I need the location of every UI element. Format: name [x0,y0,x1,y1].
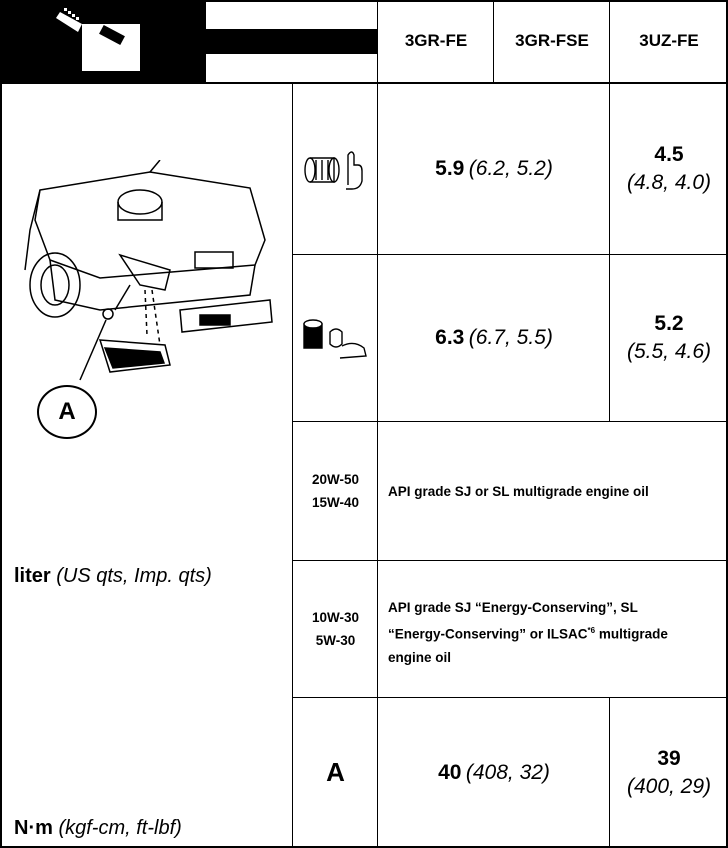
oil-grade-desc-2-line3: engine oil [388,649,452,665]
capacity-unit [14,565,294,588]
col-header-3uz-fe: 3UZ-FE [639,31,699,50]
col-header-3gr-fe: 3GR-FE [404,31,468,50]
uz-col-divider-top [609,84,610,422]
row-line-4 [292,697,728,698]
torque-label: A [326,757,345,787]
drain-uz-paren: (4.8, 4.0) [626,171,712,194]
viscosity-group-1 [293,422,378,560]
filter-gr-value [378,256,610,420]
torque-unit [14,817,294,840]
drain-gr-value [378,84,610,254]
row-line-1 [292,254,728,255]
torque-gr-value [378,699,610,846]
filter-gr-paren: (6.7, 5.5) [468,326,553,349]
drain-uz-main: 4.5 [654,143,684,166]
viscosity-20w50: 20W-50 [312,472,359,487]
header-divider-2 [493,0,494,84]
illustration-label: A [58,398,76,425]
torque-uz-value [610,699,728,846]
header-divider-1 [377,0,378,84]
left-col-divider [292,84,293,848]
torque-unit-main: N·m [14,817,53,839]
filter-gr-main: 6.3 [435,326,465,349]
filter-uz-value [610,256,728,420]
illustration-label-circle [37,385,97,439]
filter-uz-paren: (5.5, 4.6) [626,340,712,363]
viscosity-group-2 [293,562,378,696]
torque-uz-main: 39 [657,746,681,770]
oil-grade-desc-2 [388,596,724,669]
viscosity-10w30: 10W-30 [312,610,359,625]
row-line-2 [292,421,728,422]
filter-not-replaced-icon [300,145,372,195]
oil-grade-desc-1: API grade SJ or SL multigrade engine oil [388,484,649,499]
drain-gr-paren: (6.2, 5.2) [468,157,553,180]
icon-col-divider [377,84,378,848]
footnote-6: *6 [587,626,596,635]
oil-grade-desc-2-line1: API grade SJ “Energy-Conserving”, SL [388,600,638,615]
viscosity-15w40: 15W-40 [312,495,359,510]
torque-unit-alt: (kgf-cm, ft-lbf) [58,817,182,839]
capacity-unit-main: liter [14,565,51,587]
drain-gr-main: 5.9 [435,157,465,180]
filter-replaced-icon [300,318,372,362]
header-bottom-line [0,82,728,84]
col-header-3gr-fse: 3GR-FSE [515,31,589,50]
torque-gr-main: 40 [438,760,462,784]
capacity-unit-alt: (US qts, Imp. qts) [56,565,212,587]
header-icon-cell [0,0,206,82]
torque-gr-paren: (408, 32) [465,760,550,784]
oil-can-icon [0,0,206,82]
header-black-bar [206,29,378,54]
drain-uz-value [610,84,728,254]
torque-uz-paren: (400, 29) [626,774,712,798]
viscosity-5w30: 5W-30 [315,633,356,648]
uz-col-divider-bottom [609,698,610,848]
border-top [0,0,728,2]
border-left [0,0,2,848]
filter-uz-main: 5.2 [654,312,684,335]
row-line-3 [292,560,728,561]
oil-grade-desc-2-line2: “Energy-Conserving” or ILSAC$^{*6}$ multigrade [388,626,668,642]
header-divider-3 [609,0,610,84]
